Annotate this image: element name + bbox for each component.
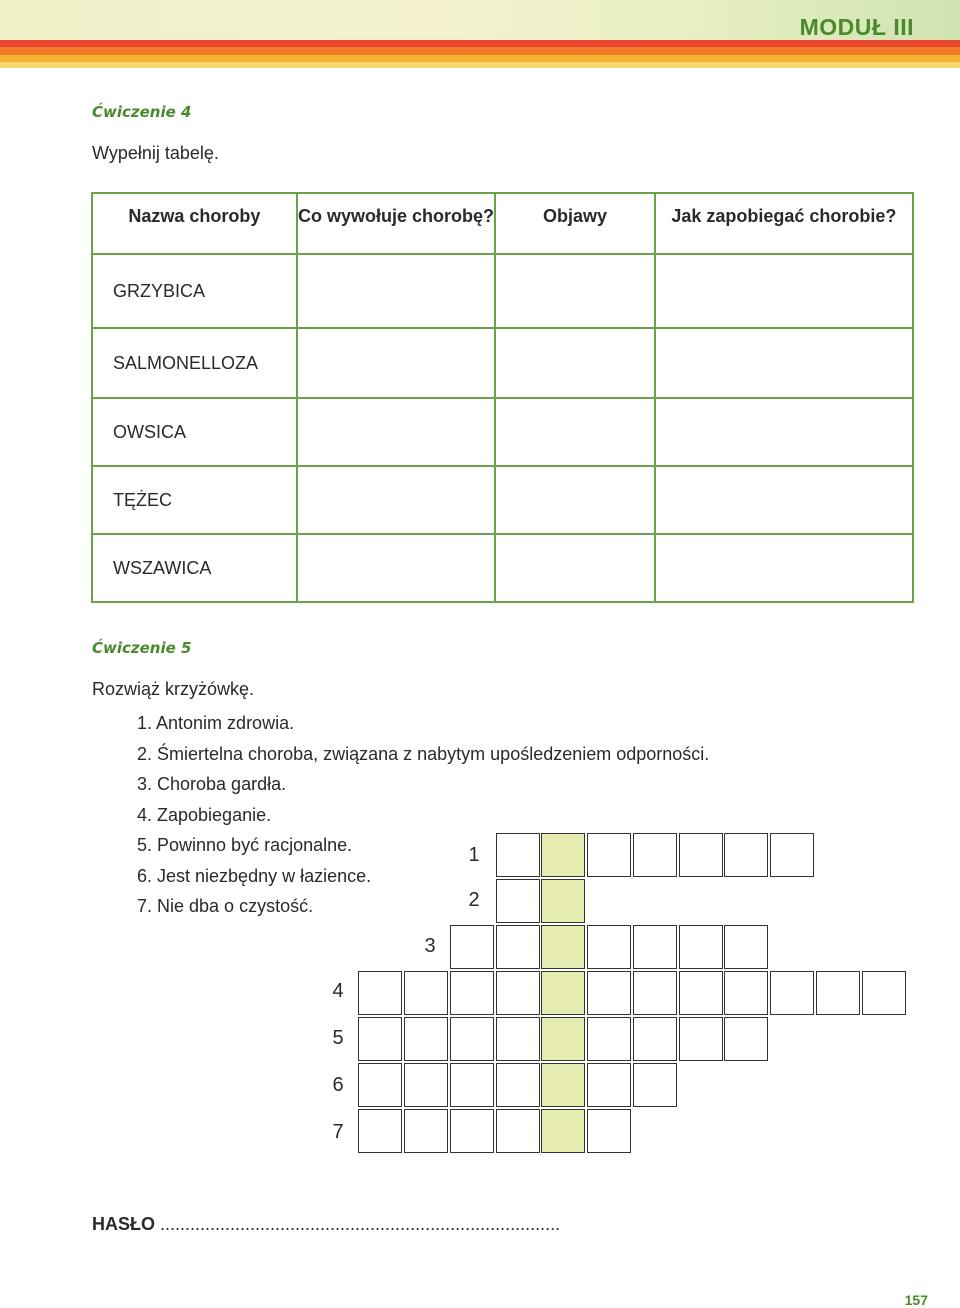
row-number-6: 6 — [332, 1074, 344, 1096]
disease-table — [91, 192, 914, 603]
disease-name: SALMONELLOZA — [92, 328, 297, 398]
clue-item: 4. Zapobieganie. — [137, 804, 272, 825]
header-stripe — [0, 47, 960, 55]
table-row — [92, 398, 913, 466]
crossword-cell[interactable] — [450, 1109, 494, 1153]
exercise-5-label: Ćwiczenie 5 — [92, 639, 192, 657]
crossword-key-cell[interactable] — [541, 1063, 585, 1107]
answer-cell[interactable] — [655, 466, 913, 534]
column-header: Jak zapobiegać chorobie? — [655, 193, 913, 254]
module-title: MODUŁ III — [799, 14, 914, 40]
table-row — [92, 328, 913, 398]
clue-item: 5. Powinno być racjonalne. — [137, 835, 353, 855]
crossword-cell[interactable] — [496, 1063, 540, 1107]
table-header-row — [92, 193, 913, 254]
row-number-3: 3 — [424, 935, 436, 957]
answer-cell[interactable] — [655, 328, 913, 398]
answer-cell[interactable] — [495, 534, 655, 602]
crossword-cell[interactable] — [404, 971, 448, 1015]
clue-item: 7. Nie dba o czystość. — [137, 896, 314, 916]
answer-cell[interactable] — [495, 328, 655, 398]
password-label: HASŁO — [92, 1214, 155, 1234]
crossword-cell[interactable] — [679, 971, 723, 1015]
header-stripe — [0, 40, 960, 47]
crossword-cell[interactable] — [724, 833, 768, 877]
row-number-4: 4 — [332, 980, 344, 1002]
disease-name: OWSICA — [92, 398, 297, 466]
table-row — [92, 466, 913, 534]
crossword-cell[interactable] — [633, 1017, 677, 1061]
table-row — [92, 254, 913, 328]
crossword-cell[interactable] — [724, 1017, 768, 1061]
clue-item: 6. Jest niezbędny w łazience. — [137, 865, 372, 886]
crossword-cell[interactable] — [496, 925, 540, 969]
answer-cell[interactable] — [297, 466, 495, 534]
header-stripe — [0, 55, 960, 62]
table-row — [92, 534, 913, 602]
clue-item: 2. Śmiertelna choroba, związana z nabytym upośledzeniem odporności. — [137, 743, 710, 764]
crossword-key-cell[interactable] — [541, 1109, 585, 1153]
crossword-cell[interactable] — [404, 1063, 448, 1107]
answer-cell[interactable] — [297, 328, 495, 398]
header-stripe — [0, 62, 960, 68]
crossword-cell[interactable] — [358, 1017, 402, 1061]
crossword-key-cell[interactable] — [541, 971, 585, 1015]
crossword-cell[interactable] — [587, 1017, 631, 1061]
answer-cell[interactable] — [655, 254, 913, 328]
disease-name: WSZAWICA — [92, 534, 297, 602]
exercise-5-instruction: Rozwiąż krzyżówkę. — [92, 679, 255, 699]
crossword-cell[interactable] — [587, 925, 631, 969]
crossword-cell[interactable] — [496, 833, 540, 877]
crossword-cell[interactable] — [496, 879, 540, 923]
row-number-1: 1 — [468, 844, 480, 866]
exercise-4-label: Ćwiczenie 4 — [92, 103, 192, 121]
crossword-cell[interactable] — [450, 1063, 494, 1107]
row-number-7: 7 — [332, 1121, 344, 1143]
crossword-cell[interactable] — [450, 971, 494, 1015]
crossword-cell[interactable] — [587, 833, 631, 877]
page-number: 157 — [904, 1292, 928, 1308]
crossword-cell[interactable] — [816, 971, 860, 1015]
crossword-cell[interactable] — [679, 925, 723, 969]
clue-item: 3. Choroba gardła. — [137, 774, 287, 794]
crossword-cell[interactable] — [496, 1017, 540, 1061]
password-dots[interactable]: ................................................................................ — [160, 1214, 561, 1234]
row-number-5: 5 — [332, 1027, 344, 1049]
column-header: Nazwa choroby — [92, 193, 297, 254]
crossword-cell[interactable] — [496, 1109, 540, 1153]
crossword-cell[interactable] — [724, 925, 768, 969]
exercise-4-instruction: Wypełnij tabelę. — [92, 143, 219, 163]
crossword-cell[interactable] — [633, 1063, 677, 1107]
crossword-key-cell[interactable] — [541, 879, 585, 923]
crossword-cell[interactable] — [587, 1063, 631, 1107]
crossword-cell[interactable] — [587, 971, 631, 1015]
crossword-cell[interactable] — [450, 925, 494, 969]
crossword-cell[interactable] — [724, 971, 768, 1015]
answer-cell[interactable] — [495, 398, 655, 466]
column-header: Co wywołuje chorobę? — [297, 193, 495, 254]
crossword-cell[interactable] — [679, 833, 723, 877]
crossword-key-cell[interactable] — [541, 925, 585, 969]
disease-name: GRZYBICA — [92, 254, 297, 328]
crossword-cell[interactable] — [633, 971, 677, 1015]
disease-name: TĘŻEC — [92, 466, 297, 534]
answer-cell[interactable] — [495, 254, 655, 328]
crossword-key-cell[interactable] — [541, 1017, 585, 1061]
crossword-cell[interactable] — [862, 971, 906, 1015]
answer-cell[interactable] — [297, 398, 495, 466]
clue-item: 1. Antonim zdrowia. — [137, 713, 295, 733]
crossword-cell[interactable] — [633, 833, 677, 877]
answer-cell[interactable] — [495, 466, 655, 534]
crossword-cell[interactable] — [770, 833, 814, 877]
crossword-cell[interactable] — [587, 1109, 631, 1153]
crossword-cell[interactable] — [404, 1109, 448, 1153]
crossword-cell[interactable] — [496, 971, 540, 1015]
answer-cell[interactable] — [297, 254, 495, 328]
crossword-cell[interactable] — [770, 971, 814, 1015]
row-number-2: 2 — [468, 889, 480, 911]
password-line — [92, 1214, 560, 1235]
crossword-cell[interactable] — [404, 1017, 448, 1061]
answer-cell[interactable] — [655, 534, 913, 602]
crossword-cell[interactable] — [679, 1017, 723, 1061]
crossword-cell[interactable] — [450, 1017, 494, 1061]
crossword-key-cell[interactable] — [541, 833, 585, 877]
answer-cell[interactable] — [655, 398, 913, 466]
answer-cell[interactable] — [297, 534, 495, 602]
clue-list — [137, 708, 709, 922]
crossword-cell[interactable] — [358, 1109, 402, 1153]
crossword-cell[interactable] — [633, 925, 677, 969]
column-header: Objawy — [495, 193, 655, 254]
crossword-cell[interactable] — [358, 1063, 402, 1107]
crossword-cell[interactable] — [358, 971, 402, 1015]
